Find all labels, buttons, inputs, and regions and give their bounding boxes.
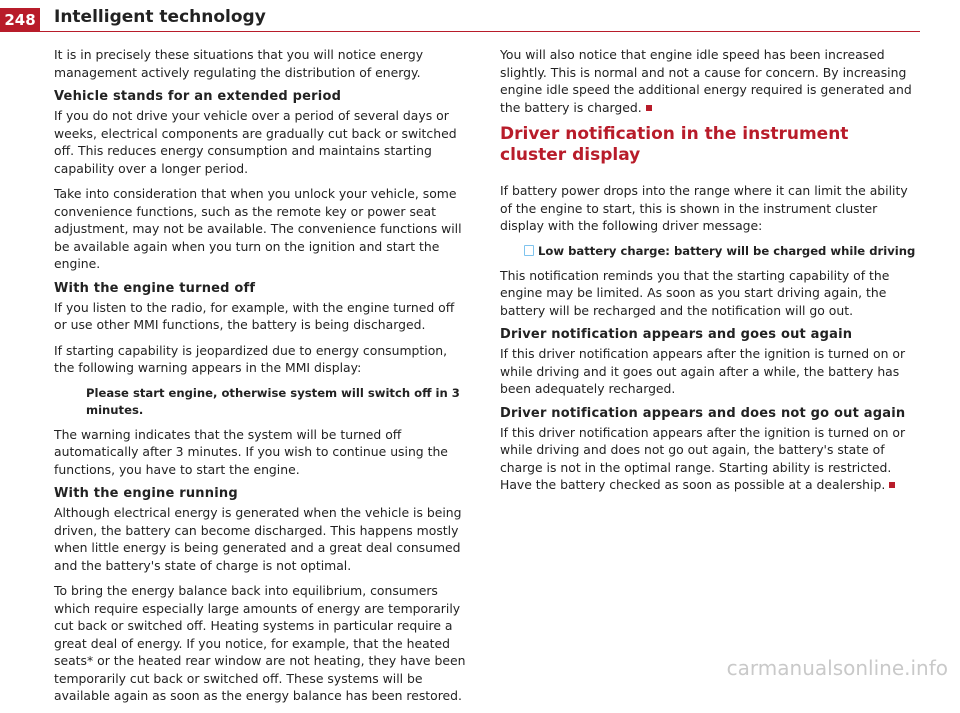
subheading-engine-running: With the engine running (54, 486, 238, 501)
paragraph (500, 424, 916, 494)
section-end-mark (646, 105, 652, 111)
paragraph-text: You will also notice that engine idle speed has been increased slightly. This is normal and not a cause for concern. By increasing engine idle speed the additional energy required is generated and the battery is charged. (500, 47, 912, 115)
right-column (500, 46, 916, 502)
watermark: carmanualsonline.info (726, 656, 948, 680)
paragraph: If you listen to the radio, for example, with the engine turned off or use other MMI functions, the battery is being discharged. (54, 299, 455, 332)
driver-message (500, 243, 916, 260)
mmi-warning-message: Please start engine, otherwise system will switch off in 3 minutes. (86, 385, 460, 417)
paragraph: Take into consideration that when you unlock your vehicle, some convenience functions, such as the remote key or power seat adjustment, may not be available. The convenience functions will be available again when you turn on the ignition and start the engine. (54, 186, 462, 271)
paragraph: If this driver notification appears after the ignition is turned on or while driving and it goes out again after a while, the battery has been adequately recharged. (500, 346, 906, 396)
subheading-does-not-go-out: Driver notification appears and does not go out again (500, 405, 906, 421)
page-number: 248 (0, 8, 40, 32)
subheading-engine-off: With the engine turned off (54, 280, 256, 296)
paragraph: If starting capability is jeopardized due to energy consumption, the following warning appears in the MMI display: (54, 342, 448, 375)
paragraph: Although electrical energy is generated when the vehicle is being driven, the battery can become discharged. This happens mostly when little energy is being generated and a great deal consumed and the battery's state of charge is not optimal. (54, 505, 462, 573)
driver-message-text: Low battery charge: battery will be charged while driving (538, 243, 916, 258)
header-rule (40, 31, 920, 32)
left-column (54, 46, 470, 713)
paragraph: It is in precisely these situations that you will notice energy management actively regulating the distribution of energy. (54, 47, 424, 80)
paragraph: If you do not drive your vehicle over a period of several days or weeks, electrical components are gradually cut back or switched off. This reduces energy consumption and maintains starting capability over a longer period. (54, 108, 457, 176)
paragraph: To bring the energy balance back into equilibrium, consumers which require especially large amounts of energy are temporarily cut back or switched off. Heating systems in particular require a great deal of energy. If you notice, for example, that the heated seats* or the heated rear window are not heating, they have been temporarily cut back or switched off. These systems will be available again as soon as the energy balance has been restored. (54, 583, 466, 703)
paragraph (500, 46, 916, 116)
paragraph: The warning indicates that the system will be turned off automatically after 3 minutes. If you wish to continue using the functions, you have to start the engine. (54, 426, 448, 477)
page-title: Intelligent technology (54, 7, 266, 27)
battery-icon (524, 245, 534, 256)
paragraph-text: If this driver notification appears after the ignition is turned on or while driving and does not go out again, the battery's state of charge is not in the optimal range. Starting ability is restricted. Have the battery checked as soon as possible at a dealership. (500, 424, 906, 492)
paragraph: If battery power drops into the range where it can limit the ability of the engine to start, this is shown in the instrument cluster display with the following driver message: (500, 183, 908, 233)
subheading-extended-period: Vehicle stands for an extended period (54, 89, 342, 104)
subheading-goes-out: Driver notification appears and goes out again (500, 327, 853, 342)
section-title: Driver notification in the instrument cluster display (500, 124, 849, 165)
section-end-mark (889, 482, 895, 488)
paragraph: This notification reminds you that the starting capability of the engine may be limited. As soon as you start driving again, the battery will be recharged and the notification will go out. (500, 267, 890, 318)
